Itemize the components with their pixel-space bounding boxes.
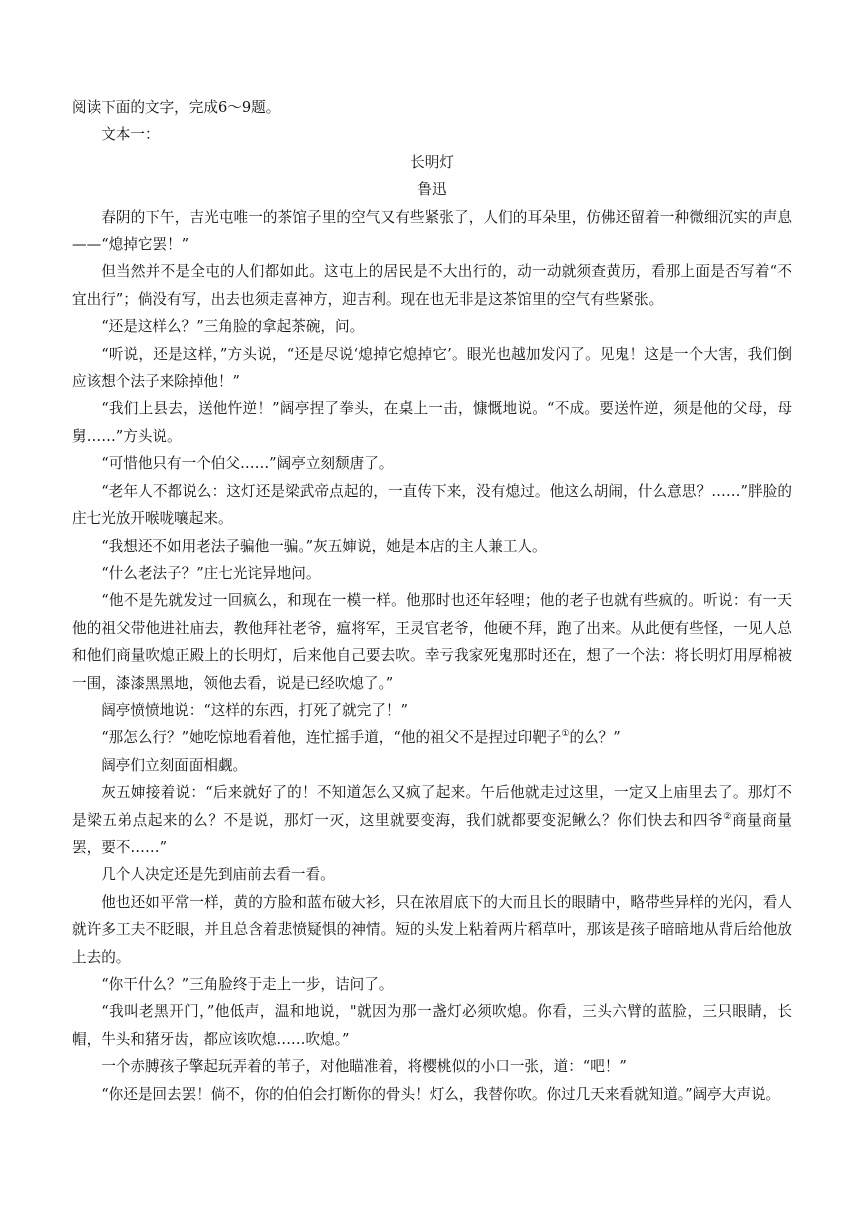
paragraph-text: “那怎么行？”她吃惊地看着他，连忙摇手道，“他的祖父不是捏过印靶子 xyxy=(101,729,562,747)
document-page xyxy=(72,94,792,1108)
paragraph: “听说，还是这样，”方头说，“还是尽说‘熄掉它熄掉它’。眼光也越加发闪了。见鬼！这是一个大害，我们倒应该想个法子来除掉他！” xyxy=(72,345,792,391)
paragraph: 一个赤膊孩子擎起玩弄着的苇子，对他瞄准着，将樱桃似的小口一张，道：“吧！” xyxy=(101,1058,627,1076)
paragraph: “我叫老黑开门，”他低声，温和地说，"就因为那一盏灯必须吹熄。你看，三头六臂的蓝脸，三只眼睛，长帽，牛头和猪牙齿，都应该吹熄……吹熄。” xyxy=(72,1003,792,1048)
paragraph: “我想还不如用老法子骗他一骗。”灰五婶说，她是本店的主人兼工人。 xyxy=(101,537,547,555)
paragraph: 他也还如平常一样，黄的方脸和蓝布破大衫，只在浓眉底下的大而且长的眼睛中，略带些异样的光闪，看人就许多工夫不眨眼，并且总含着悲愤疑惧的神情。短的头发上粘着两片稻草叶，那该是孩子暗暗地从背后给他放上去的。 xyxy=(72,893,792,966)
paragraph: 但当然并不是全屯的人们都如此。这屯上的居民是不大出行的，动一动就须查黄历，看那上面是否写着“不宜出行”；倘没有写，出去也须走喜神方，迎吉利。现在也无非是这茶馆里的空气有些紧张。 xyxy=(72,263,792,308)
footnote-marker: ① xyxy=(561,729,570,740)
section-label: 文本一： xyxy=(101,126,160,144)
paragraph: 阔亭愤愤地说：“这样的东西，打死了就完了！” xyxy=(101,701,408,719)
paragraph-text: 的么？” xyxy=(569,729,621,747)
article-author: 鲁迅 xyxy=(417,181,447,199)
paragraph: “什么老法子？”庄七光诧异地问。 xyxy=(101,564,321,582)
paragraph-text: 商量商量罢，要不……” xyxy=(72,811,792,856)
paragraph: “我们上县去，送他忤逆！”阔亭捏了拳头，在桌上一击，慷慨地说。“不成。要送忤逆，须是他的父母，母舅……”方头说。 xyxy=(72,400,792,445)
paragraph: “他不是先就发过一回疯么，和现在一模一样。他那时也还年轻哩；他的老子也就有些疯的。听说：有一天他的祖父带他进社庙去，教他拜社老爷，瘟将军，王灵官老爷，他硬不拜，跑了出来。从此便有些怪，一见人总和他们商量吹熄正殿上的长明灯，后来他自己要去吹。幸亏我家死鬼那时还在，想了一个法：将长明灯用厚棉被一围，漆漆黑黑地，领他去看，说是已经吹熄了。” xyxy=(72,592,792,692)
article-title: 长明灯 xyxy=(410,153,454,171)
paragraph: “老年人不都说么：这灯还是梁武帝点起的，一直传下来，没有熄过。他这么胡闹，什么意思？……”胖脸的庄七光放开喉咙嚷起来。 xyxy=(72,482,792,528)
paragraph-with-footnote xyxy=(72,724,792,751)
paragraph: 阔亭们立刻面面相觑。 xyxy=(101,756,248,774)
paragraph: “可惜他只有一个伯父……”阔亭立刻颓唐了。 xyxy=(101,455,394,473)
paragraph-with-footnote xyxy=(72,779,792,861)
paragraph: 几个人决定还是先到庙前去看一看。 xyxy=(101,866,335,884)
footnote-marker: ② xyxy=(723,811,732,822)
paragraph: “还是这样么？”三角脸的拿起茶碗，问。 xyxy=(101,318,365,336)
paragraph: 春阴的下午，吉光屯唯一的茶馆子里的空气又有些紧张了，人们的耳朵里，仿佛还留着一种微细沉实的声息——“熄掉它罢！” xyxy=(72,208,792,254)
paragraph-text: 灰五婶接着说：“后来就好了的！不知道怎么又疯了起来。午后他就走过这里，一定又上庙里去了。那灯不是梁五弟点起来的么？不是说，那灯一灭，这里就要变海，我们就都要变泥鳅么？你们快去和四爷 xyxy=(72,784,792,829)
paragraph: “你还是回去罢！倘不，你的伯伯会打断你的骨头！灯么，我替你吹。你过几天来看就知道。”阔亭大声说。 xyxy=(101,1085,781,1103)
question-instruction: 阅读下面的文字，完成6～9题。 xyxy=(72,99,281,116)
paragraph: “你干什么？”三角脸终于走上一步，诘问了。 xyxy=(101,976,394,993)
